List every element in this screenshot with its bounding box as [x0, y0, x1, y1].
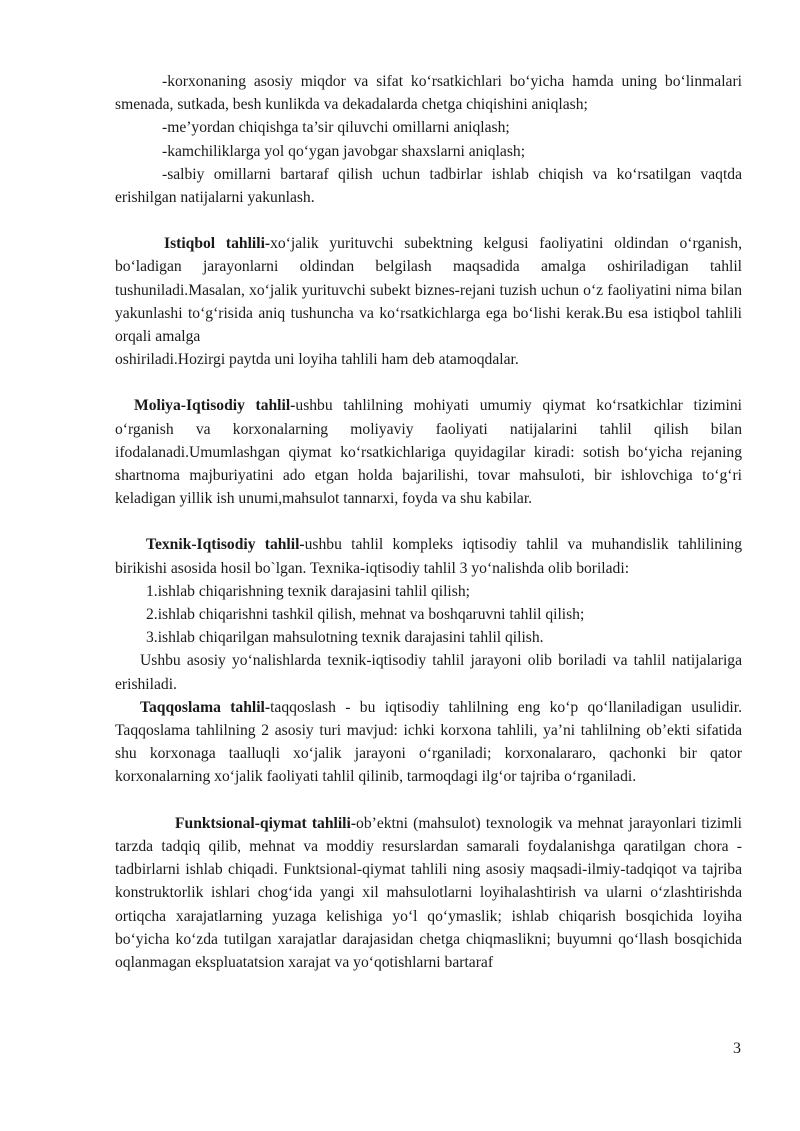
- list-item: 2.ishlab chiqarishni tashkil qilish, mehnat va boshqaruvni tahlil qilish;: [146, 606, 585, 624]
- paragraph: [115, 232, 742, 348]
- section-closing: Ushbu asosiy yoʻnalishlarda texnik-iqtisodiy tahlil jarayoni olib boriladi va tahlil natijalariga erishiladi.: [115, 652, 742, 693]
- intro-item: -salbiy omillarni bartaraf qilish uchun tadbirlar ishlab chiqish va koʻrsatilgan vaqtda erishilgan natijalarni yakunlash.: [115, 165, 742, 207]
- page-content: [115, 70, 742, 974]
- section-texnik: [115, 533, 742, 695]
- paragraph: [115, 394, 742, 510]
- section-body: ushbu tahlil kompleks iqtisodiy tahlil va muhandislik tahlilining birikishi asosida hosil bo`lgan. Texnika-iqtisodiy tahlil 3 yoʻnalishda olib boriladi:: [115, 536, 742, 577]
- section-body: ushbu tahlilning mohiyati umumiy qiymat koʻrsatkichlar tizimini oʻrganish va korxonalarning moliyaviy faoliyati natijalarini tahlil qilish bilan ifodalanadi.Umumlashgan qiymat koʻrsatkichlariga quyidagilar kiradi: sotish boʻyicha rejaning shartnoma majburiyatini ado etgan holda bajarilishi, tovar mahsuloti, bir ishlovchiga toʻgʻri keladigan yillik ish unumi,mahsulot tannarxi, foyda va shu kabilar.: [115, 397, 742, 508]
- section-heading: Funktsional-qiymat tahlili-: [175, 814, 357, 832]
- paragraph: [115, 533, 742, 579]
- section-body: ob’ektni (mahsulot) texnologik va mehnat jarayonlari tizimli tarzda tadqiq qilib, mehnat va moddiy resurslardan samarali foydalanishga qaratilgan chora - tadbirlarni ishlab chiqadi. Funktsional-qiymat tahlili ning asosiy maqsadi-ilmiy-tadqiqot va tajriba konstruktorlik ishlari chogʻida yangi xil mahsulotlarni loyihalashtirish va ularni oʻzlashtirishda ortiqcha xarajatlarning yuzaga kelishiga yoʻl qoʻymaslik; ishlab chiqarish bosqichida loyiha boʻyicha koʻzda tutilgan xarajatlar darajasidan chetga chiqmaslikni; buyumni qoʻllash bosqichida oqlanmagan ekspluatatsion xarajat va yoʻqotishlarni bartaraf: [115, 814, 743, 971]
- paragraph: [115, 696, 742, 789]
- section-heading: Texnik-Iqtisodiy tahlil-: [146, 536, 305, 554]
- section-funktsional: [115, 812, 742, 974]
- section-heading: Istiqbol tahlili-: [164, 235, 271, 253]
- list-item: 3.ishlab chiqarilgan mahsulotning texnik darajasini tahlil qilish.: [146, 629, 544, 647]
- section-heading: Moliya-Iqtisodiy tahlil-: [134, 397, 296, 415]
- section-taqqoslama: [115, 696, 742, 789]
- intro-item: -kamchiliklarga yol qoʻygan javobgar shaxslarni aniqlash;: [162, 142, 526, 160]
- section-body: taqqoslash - bu iqtisodiy tahlilning eng koʻp qoʻllaniladigan usulidir. Taqqoslama tahlilning 2 asosiy turi mavjud: ichki korxona tahlili, ya’ni tahlilning ob’ekti sifatida shu korxonaga taalluqli xoʻjalik jarayoni oʻrganiladi; korxonalararo, qachonki bir qator korxonalarning xoʻjalik faoliyati tahlil qilinib, tarmoqdagi ilgʻor tajriba oʻrganiladi.: [115, 698, 742, 786]
- section-heading: Taqqoslama tahlil-: [140, 698, 271, 716]
- section-body-continued: oshiriladi.Hozirgi paytda uni loyiha tahlili ham deb atamoqdalar.: [115, 351, 519, 369]
- section-body: xoʻjalik yurituvchi subektning kelgusi faoliyatini oldindan oʻrganish, boʻladigan jarayonlarni oldindan belgilash maqsadida amalga oshiriladigan tahlil tushuniladi.Masalan, xoʻjalik yurituvchi subekt biznes-rejani tuzish uchun oʻz faoliyatini nima bilan yakunlashi toʻgʻrisida aniq tushuncha va koʻrsatkichlarga ega boʻlishi kerak.Bu esa istiqbol tahlili orqali amalga: [115, 235, 742, 346]
- section-istiqbol: [115, 232, 742, 371]
- intro-item: -korxonaning asosiy miqdor va sifat koʻrsatkichlari boʻyicha hamda uning boʻlinmalari smenada, sutkada, besh kunlikda va dekadalarda chetga chiqishini aniqlash;: [115, 73, 742, 114]
- intro-item: -me’yordan chiqishga ta’sir qiluvchi omillarni aniqlash;: [162, 119, 510, 137]
- page-number: 3: [733, 1040, 741, 1057]
- section-moliya: [115, 394, 742, 510]
- list-item: 1.ishlab chiqarishning texnik darajasini tahlil qilish;: [146, 582, 470, 600]
- paragraph: [115, 812, 742, 974]
